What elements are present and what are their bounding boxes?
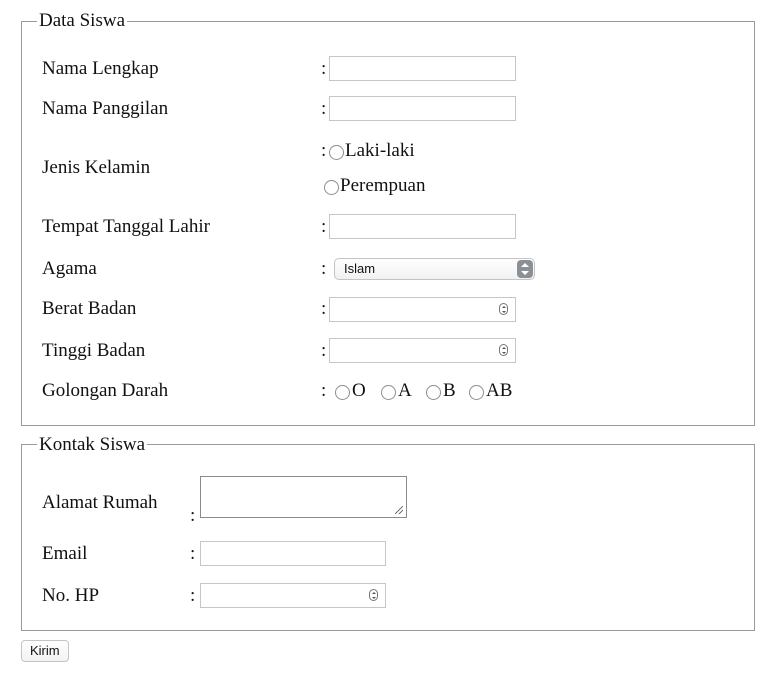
data-siswa-legend: Data Siswa xyxy=(39,10,126,31)
golongan-o-radio[interactable] xyxy=(335,385,350,400)
jenis-kelamin-label: Jenis Kelamin xyxy=(42,157,151,178)
golongan-o-label: O xyxy=(352,380,366,401)
nama-panggilan-label: Nama Panggilan xyxy=(42,98,169,119)
golongan-ab-label: AB xyxy=(486,380,513,401)
nama-lengkap-label: Nama Lengkap xyxy=(42,58,159,79)
nama-lengkap-input[interactable] xyxy=(329,56,516,81)
tinggi-badan-input[interactable] xyxy=(329,338,516,363)
alamat-rumah-colon: : xyxy=(190,505,196,526)
agama-select[interactable] xyxy=(334,258,535,280)
golongan-b-label: B xyxy=(443,380,456,401)
golongan-a-radio[interactable] xyxy=(381,385,396,400)
kirim-button[interactable]: Kirim xyxy=(21,640,69,662)
tempat-tanggal-lahir-label: Tempat Tanggal Lahir xyxy=(42,216,210,237)
berat-badan-colon: : xyxy=(321,298,327,319)
no-hp-colon: : xyxy=(190,585,196,606)
nama-lengkap-colon: : xyxy=(321,58,327,79)
perempuan-radio[interactable] xyxy=(324,180,339,195)
tinggi-badan-spinner-icon[interactable] xyxy=(499,344,508,356)
nama-panggilan-colon: : xyxy=(321,98,327,119)
resize-grip-icon[interactable] xyxy=(395,506,403,514)
tinggi-badan-label: Tinggi Badan xyxy=(42,340,146,361)
email-label: Email xyxy=(42,543,88,564)
alamat-rumah-textarea[interactable] xyxy=(200,476,407,518)
tempat-tanggal-lahir-input[interactable] xyxy=(329,214,516,239)
no-hp-input[interactable] xyxy=(200,583,386,608)
email-colon: : xyxy=(190,543,196,564)
laki-laki-label: Laki-laki xyxy=(345,140,415,161)
kontak-siswa-fieldset xyxy=(21,444,755,631)
agama-label: Agama xyxy=(42,258,97,279)
laki-laki-radio[interactable] xyxy=(329,145,344,160)
golongan-darah-colon: : xyxy=(321,380,327,401)
email-input[interactable] xyxy=(200,541,386,566)
kontak-siswa-legend: Kontak Siswa xyxy=(39,434,146,455)
tempat-tanggal-lahir-colon: : xyxy=(321,216,327,237)
berat-badan-input[interactable] xyxy=(329,297,516,322)
agama-selected-value: Islam xyxy=(344,261,376,276)
tinggi-badan-colon: : xyxy=(321,340,327,361)
jenis-kelamin-colon: : xyxy=(321,140,327,161)
golongan-ab-radio[interactable] xyxy=(469,385,484,400)
golongan-darah-label: Golongan Darah xyxy=(42,380,169,401)
perempuan-label: Perempuan xyxy=(340,175,426,196)
select-chevron-icon xyxy=(517,260,533,278)
berat-badan-label: Berat Badan xyxy=(42,298,137,319)
alamat-rumah-label: Alamat Rumah xyxy=(42,492,158,513)
nama-panggilan-input[interactable] xyxy=(329,96,516,121)
golongan-a-label: A xyxy=(398,380,412,401)
no-hp-label: No. HP xyxy=(42,585,100,606)
agama-colon: : xyxy=(321,258,327,279)
berat-badan-spinner-icon[interactable] xyxy=(499,303,508,315)
no-hp-spinner-icon[interactable] xyxy=(369,589,378,601)
golongan-b-radio[interactable] xyxy=(426,385,441,400)
